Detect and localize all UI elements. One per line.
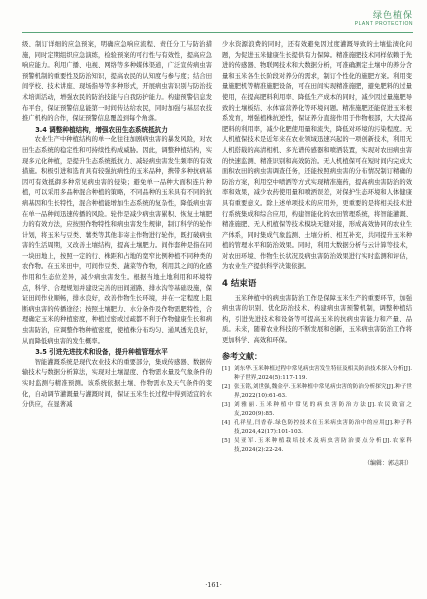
section-heading-4: 4 结束语 <box>222 279 257 290</box>
reference-item: [5] 吴亚军.玉米种植栽培技术及病虫害防治要点分析[J].农家科技,2024(2):22-24. <box>222 438 412 454</box>
reference-item: [1] 刘东华.玉米种植过程中常见病虫害发生特征及相关防治技术探入分析[J].种子世界,2024(5):117-119. <box>222 366 412 382</box>
editor-note: （编辑：郭志阳） <box>363 460 412 468</box>
journal-title-cn: 绿色植保 <box>372 11 413 21</box>
references-heading: 参考文献： <box>222 351 262 361</box>
paragraph: 智能灌溉系统是现代农业技术的重要部分，集成传感器、数据传输技术与数据分析算法，实现对土壤湿度、作物需水量及气象条件的实时监测与精准预测。该系统依据土壤、作物需水及天气条件的变化，自动调节灌溉量与灌溉时间，保证玉米生长过程中得到适宜的水分供应，在显著减 <box>22 358 212 409</box>
paragraph: 少水资源浪费的同时，还有效避免因过度灌溉导致的土壤盐渍化问题，为促进玉米健康生长提供有力保障。精准施肥技术同样依赖于先进的传感器、物联网技术和大数据分析，可准确测定土壤中的养分含量和玉米各生长阶段对养分的需求，制订个性化的施肥方案。利用变量施肥机等精准施肥设备，可在田间实现精准施肥，避免肥料的过量使用，在提高肥料利用率、降低生产成本的同时，减少因过量施肥导致的土壤板结、水体富营养化等环境问题。精准施肥还能促进玉米根系发育，增强植株抗逆性，保证养分直接作用于作物根部，大大提高肥料的利用率，减少化肥使用量和流失，降低对环境的污染程度。无人机植保技术是近年来在农业领域迅速兴起的一项创新技术，利用无人机搭载的高清相机、多光谱传感器和喷洒装置，实现对农田病虫害的快速监测、精准识别和高效防治。无人机植保可在短时间内完成大面积农田的病虫害调查任务，还能按照病虫害的分布情况制订精确的防治方案，利用空中喷洒等方式实现精准施药，提高病虫害防治的效率和效果，减少农药使用量和喷洒误差，对保护生态环境和人体健康具有重要意义。除上述单项技术的应用外，更重要的是将相关技术进行系统集成和综合应用，构建智能化的农田管理系统，将智能灌溉、精准施肥、无人机植保等技术模块无缝对接，形成高效协同的农业生产体系，同时集成气象监测、土壤分析、相互补充，共同提升玉米种植的管理水平和防治效果。同时，利用大数据分析与云计算等技术，对农田环境、作物生长状况及病虫害防治效果进行实时监测和评估，为农业生产提供科学决策依据。 <box>222 41 412 271</box>
paragraph: 玉米种植中的病虫害防治工作是保障玉米生产的重要环节，加强病虫害的识别、优化防治技术、构建病虫害预警机制，调整种植结构，引进先进技术和设备等可提高玉米的抗病虫害能力和产量、品质。未来，随着农业科技的不断发展和创新，玉米病虫害防治工作将更加科学、高效和环保。 <box>222 294 412 345</box>
left-column <box>22 40 212 411</box>
page-number: ·161· <box>205 581 222 589</box>
paragraph: 级、制订详细的应急预案，明确应急响应流程、责任分工与防治措施，同时定期组织应急演练，检验预案的可行性与有效性，提高应急响应能力。利用广播、电视、网络等多种媒体渠道，广泛宣传病虫害预警机制的重要性及防治知识，提高农民的认知度与参与度；结合田间学校、技术讲座、现场指导等多种形式，开展病虫害识别与防治技术培训活动，增强农民的防治技能与自我防护能力。构建预警信息发布平台，保证预警信息能第一时间传达给农民，同时加强与基层农技推广机构的合作，保证预警信息覆盖到每个角落。 <box>22 41 212 123</box>
section-heading-3-5: 3.5 引进先进技术和设备，提升种植管理水平 <box>35 348 168 357</box>
reference-item: [2] 张玉铭,刘世强,魏金亭.玉米种植中常见病虫害的防治分析探究[J].种子世界,2022(10):61-63. <box>222 384 412 400</box>
section-heading-3-4: 3.4 调整种植结构，增强农田生态系统抵抗力 <box>35 125 168 134</box>
journal-header <box>355 8 413 27</box>
reference-item: [3] 刘雅丽.玉米种植中常见的病虫害防治方法[J].农民致富之友,2020(9):85. <box>222 402 412 418</box>
right-column <box>222 40 412 470</box>
header-rule <box>22 32 413 33</box>
reference-item: [4] 孔祥星,闫香春.绿色防控技术在玉米病虫害防治中的应用[J].种子科技,2024,42(17):101-103. <box>222 420 412 436</box>
paragraph: 农业生产中种植结构的单一化往往加剧病虫害的暴发风险，对农田生态系统的稳定性和可持续性构成威胁。因此，调整种植结构，实现多元化种植，是提升生态系统抵抗力、减轻病虫害发生频率的有效措施。积极引进和选育具有较强抗病性的玉米品种，携带多种抗病基因可有效抵御多种常见病虫害的侵染；避免单一品种大面积连片种植，可以采用多品种混合种植的策略，不同品种的玉米具有不同的抗病基因和生长特性，混合种植能增加生态系统的复杂性，降低病虫害在单一品种间迅速传播的风险。轮作是减少病虫害累积、恢复土壤肥力的有效方法，应按照作物特性和病虫害发生规律，制订科学的轮作计划，将玉米与豆类、薯类等其他非寄主作物进行轮作，既打破病虫害的生活周期，又改善土壤结构，提高土壤肥力。间作套种是指在同一块田地上，按照一定的行、株距和占地的宽窄比例种植不同种类的农作物。在玉米田中，可间作豆类、蔬菜等作物，利用其之间的化感作用和生态位差异，减少病虫害发生。根据当地土地利用和环境特点，科学、合理规划并建设完善的田间道路、排水沟等基础设施，保证田间作业顺畅，排水良好，改善作物生长环境，并在一定程度上阻断病虫害的传播途径；按照土壤肥力、水分条件及作物需肥特性，合理确定玉米的种植密度，种植过密或过疏都不利于作物健康生长和病虫害防治，应调整作物种植密度，使植株分布均匀、通风透光良好，从而降低病虫害的发生概率。 <box>22 136 212 345</box>
journal-title-en: PLANT PROTECTION <box>354 21 413 27</box>
